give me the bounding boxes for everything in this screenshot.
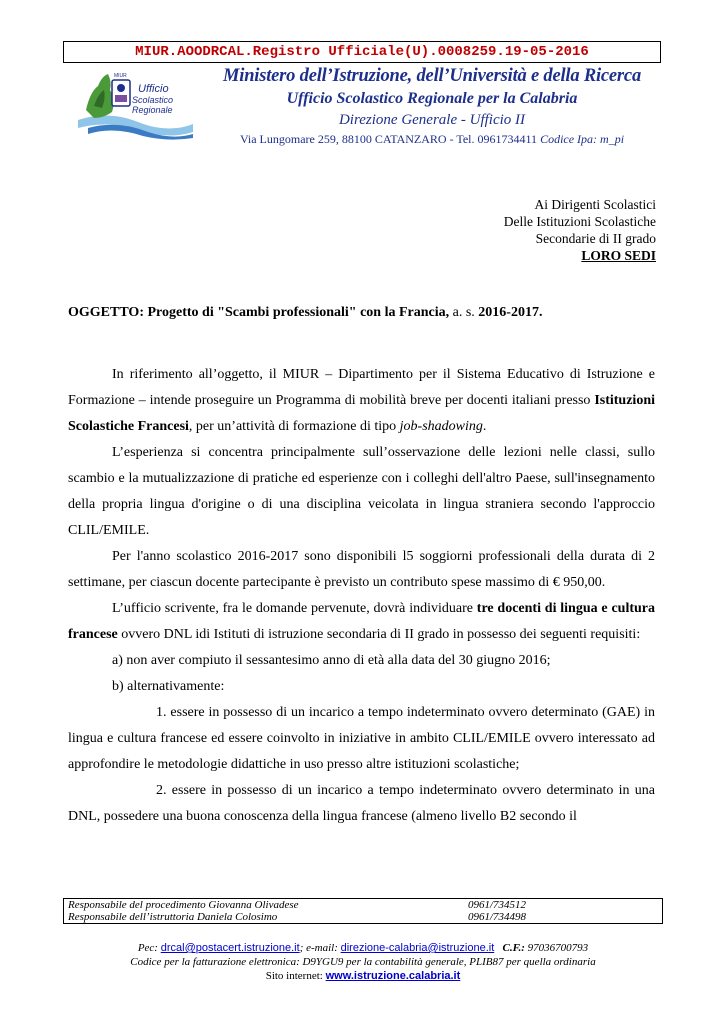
requirement-b: b) alternativamente: bbox=[112, 679, 225, 694]
ipa-code: Codice Ipa: m_pi bbox=[540, 132, 625, 146]
office-title: Ufficio Scolastico Regionale per la Calabria bbox=[286, 90, 578, 107]
paragraph-intro: In riferimento all’oggetto, il MIUR – Dipartimento per il Sistema Educativo di Istruzione e Formazione – intende proseguire un Programma di mobilità breve per docenti italiani presso Istituzioni Scolastiche Francesi, per un’attività di formazione di tipo job-shadowing. bbox=[68, 367, 655, 434]
recipient-line: Secondarie di II grado bbox=[535, 231, 656, 246]
pec-link[interactable]: drcal@postacert.istruzione.it bbox=[160, 942, 300, 954]
paragraph-availability: Per l'anno scolastico 2016-2017 sono disponibili l5 soggiorni professionali della durata di 2 settimane, per ciascun docente partecipante è previsto un contributo spese massimo di € 950,00. bbox=[68, 549, 655, 590]
recipient-line: Ai Dirigenti Scolastici bbox=[534, 197, 656, 212]
svg-text:Scolastico: Scolastico bbox=[132, 95, 174, 105]
footer-contacts: Pec: drcal@postacert.istruzione.it; e-mail: direzione-calabria@istruzione.it C.F.: 97036700793 Codice per la fatturazione elettronica: D9YGU9 per la contabilità generale, PLIB87 per quella ordinaria Sito internet: www.istruzione.calabria.it bbox=[63, 941, 663, 983]
responsible-box bbox=[63, 898, 663, 924]
svg-text:MIUR: MIUR bbox=[114, 73, 127, 79]
responsible-procedure: Responsabile del procedimento Giovanna Olivadese bbox=[68, 899, 299, 911]
responsible-procedure-phone: 0961/734512 bbox=[468, 899, 527, 911]
email-link[interactable]: direzione-calabria@istruzione.it bbox=[340, 942, 495, 954]
recipient-loro-sedi: LORO SEDI bbox=[581, 248, 656, 263]
paragraph-selection: L’ufficio scrivente, fra le domande pervenute, dovrà individuare tre docenti di lingua e cultura francese ovvero DNL idi Istituti di istruzione secondaria di II grado in possesso dei seguenti requisiti: bbox=[68, 601, 656, 642]
responsible-inquiry-phone: 0961/734498 bbox=[468, 911, 527, 923]
direction-title: Direzione Generale - Ufficio II bbox=[338, 112, 526, 128]
requirement-2: 2. essere in possesso di un incarico a tempo indeterminato ovvero determinato in una DNL, possedere una buona conoscenza della lingua francese (almeno livello B2 secondo il bbox=[68, 783, 655, 824]
letterhead bbox=[190, 64, 674, 147]
recipient-line: Delle Istituzioni Scolastiche bbox=[503, 214, 656, 229]
ministry-title: Ministero dell’Istruzione, dell’Università e della Ricerca bbox=[223, 66, 641, 86]
paragraph-experience: L’esperienza si concentra principalmente sull’osservazione delle lezioni nelle classi, sullo scambio e la mutualizzazione di pratiche ed esperienze con i colleghi dell'altro Paese, sull'insegnamento della propria lingua d'origine o di una disciplina veicolata in lingua straniera secondo l'approccio CLIL/EMILE. bbox=[68, 445, 655, 538]
letter-body bbox=[68, 362, 655, 830]
registry-stamp: MIUR.AOODRCAL.Registro Ufficiale(U).0008259.19-05-2016 bbox=[63, 41, 661, 63]
requirement-1: 1. essere in possesso di un incarico a tempo indeterminato ovvero determinato (GAE) in lingua e cultura francese ed essere coinvolto in iniziative in ambito CLIL/EMILE ovvero interessato ad approfondire le metodologie didattiche in uso presso altre istituzioni scolastiche; bbox=[68, 705, 655, 772]
billing-code: Codice per la fatturazione elettronica: D9YGU9 per la contabilità generale, PLIB87 per quella ordinaria bbox=[130, 956, 596, 968]
office-address: Via Lungomare 259, 88100 CATANZARO - Tel. 0961734411 Codice Ipa: m_pi bbox=[239, 132, 625, 146]
ufficio-scolastico-regionale-logo bbox=[68, 62, 198, 140]
subject-line: OGGETTO: Progetto di "Scambi professionali" con la Francia, a. s. 2016-2017. bbox=[68, 305, 543, 320]
website-link[interactable]: www.istruzione.calabria.it bbox=[325, 970, 461, 982]
responsible-inquiry: Responsabile dell’istruttoria Daniela Colosimo bbox=[68, 911, 278, 923]
recipients-block bbox=[504, 196, 656, 264]
requirement-a: a) non aver compiuto il sessantesimo anno di età alla data del 30 giugno 2016; bbox=[112, 653, 551, 668]
svg-text:Regionale: Regionale bbox=[132, 105, 173, 115]
svg-text:Ufficio: Ufficio bbox=[138, 83, 169, 95]
